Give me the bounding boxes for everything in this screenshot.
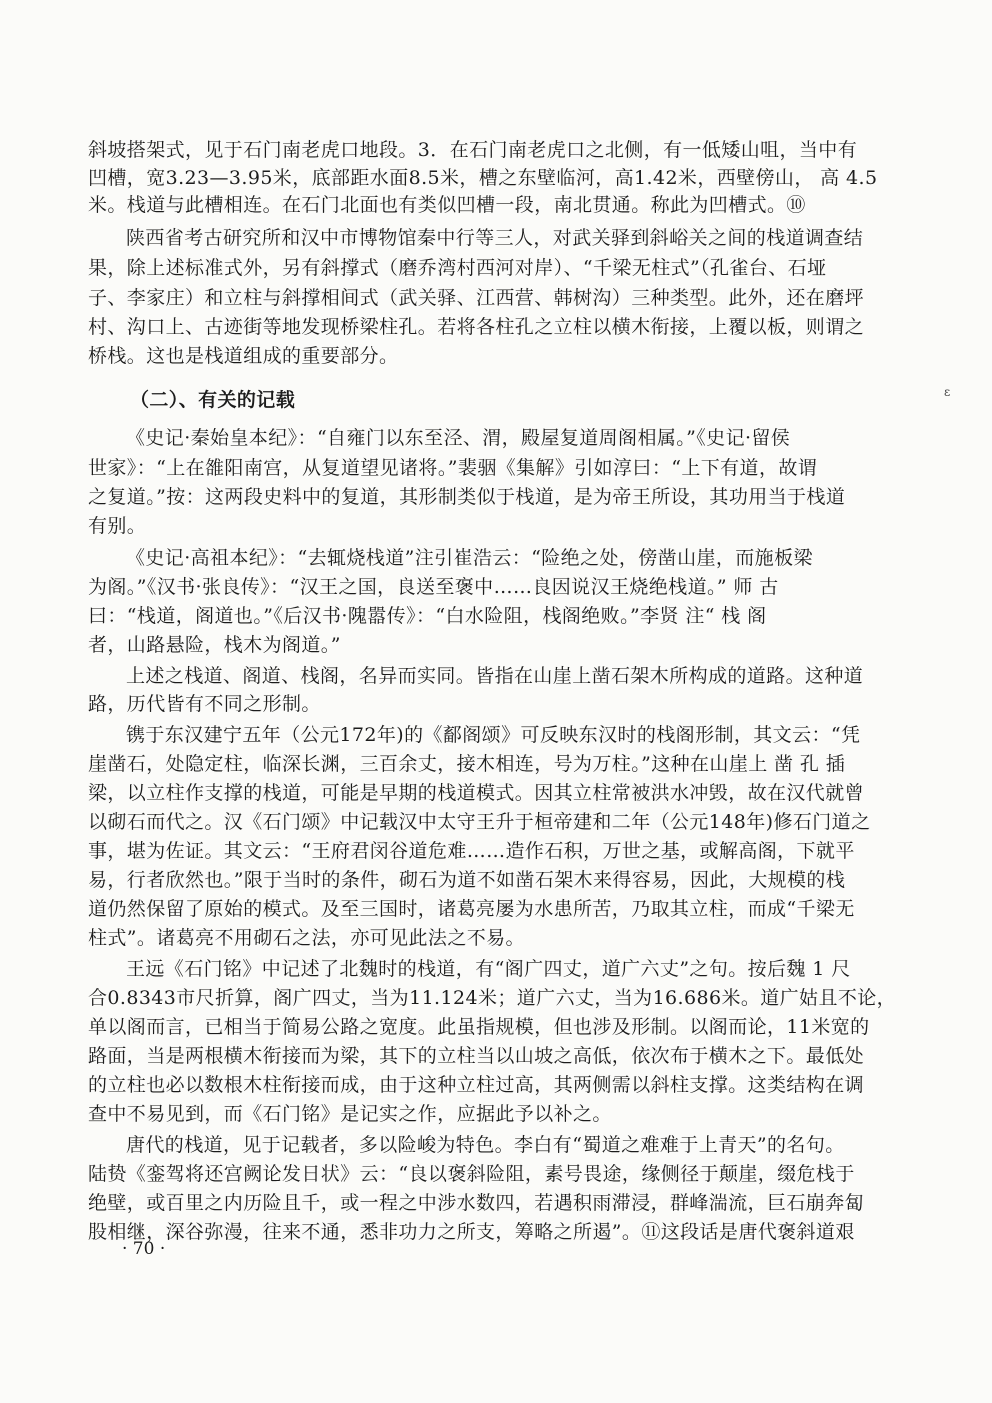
text-line: 有别。 [88,515,147,537]
text-line: 唐代的栈道，见于记载者，多以险峻为特色。李白有“蜀道之难难于上青天”的名句。 [126,1134,845,1156]
text-line: 道仍然保留了原始的模式。及至三国时，诸葛亮屡为水患所苦，乃取其立柱，而成“千梁无 [88,898,855,920]
text-line: 米。栈道与此槽相连。在石门北面也有类似凹槽一段，南北贯通。称此为凹槽式。⑩ [88,194,806,216]
text-line: 凹槽，宽3.23—3.95米，底部距水面8.5米，槽之东壁临河，高1.42米，西壁傍山， 高 4.5 [88,167,878,189]
text-line: 路，历代皆有不同之形制。 [88,693,321,715]
text-line: 股相继，深谷弥漫，往来不通，悉非功力之所支，筹略之所遏”。⑪这段话是唐代褒斜道艰 [88,1221,855,1243]
text-line: 绝壁，或百里之内历险且千，或一程之中涉水数四，若遇积雨滞浸，群峰湍流，巨石崩奔匐 [88,1192,865,1214]
text-line: 查中不易见到，而《石门铭》是记实之作，应据此予以补之。 [88,1103,612,1125]
page-number: · 70 · [122,1239,166,1259]
text-line: 《史记·高祖本纪》：“去辄烧栈道”注引崔浩云：“险绝之处，傍凿山崖，而施板梁 [126,547,813,569]
text-line: 子、李家庄）和立柱与斜撑相间式（武关驿、江西营、韩树沟）三种类型。此外，还在磨坪 [88,287,865,309]
text-line: 的立柱也必以数根木柱衔接而成，由于这种立柱过高，其两侧需以斜柱支撑。这类结构在调 [88,1074,865,1096]
text-line: 路面，当是两根横木衔接而为梁，其下的立柱当以山坡之高低，依次布于横木之下。最低处 [88,1045,865,1067]
text-line: 崖凿石，处隐定柱，临深长渊，三百余丈，接木相连，号为万柱。”这种在山崖上 凿 孔 插 [88,753,846,775]
text-line: 单以阁而言，已相当于简易公路之宽度。此虽指规模，但也涉及形制。以阁而论，11米宽的 [88,1016,870,1038]
text-line: 桥栈。这也是栈道组成的重要部分。 [88,345,399,367]
text-line: 者，山路悬险，栈木为阁道。” [88,634,341,656]
text-line: 易，行者欣然也。”限于当时的条件，砌石为道不如凿石架木来得容易，因此，大规模的栈 [88,869,846,891]
text-line: 以砌石而代之。汉《石门颂》中记载汉中太守王升于桓帝建和二年（公元148年)修石门道之 [88,811,871,833]
text-line: 梁，以立柱作支撑的栈道，可能是早期的栈道模式。因其立柱常被洪水冲毁，故在汉代就曾 [88,782,865,804]
text-line: 村、沟口上、古迹街等地发现桥梁柱孔。若将各柱孔之立柱以横木衔接，上覆以板，则谓之 [88,316,865,338]
text-line: 上述之栈道、阁道、栈阁，名异而实同。皆指在山崖上凿石架木所构成的道路。这种道 [126,665,864,687]
text-line: 世家》：“上在雒阳南宫，从复道望见诸将。”裴骃《集解》引如淳曰：“上下有道，故谓 [88,457,818,479]
text-line: 之复道。”按：这两段史料中的复道，其形制类似于栈道，是为帝王所设，其功用当于栈道 [88,486,846,508]
text-line: 果，除上述标准式外，另有斜撑式（磨乔湾村西河对岸）、“千梁无柱式”（孔雀台、石垭 [88,257,827,279]
text-line: 合0.8343市尺折算，阁广四丈，当为11.124米；道广六丈，当为16.686米。道广姑且不论， [88,987,897,1009]
text-line: 《史记·秦始皇本纪》：“自雍门以东至泾、渭，殿屋复道周阁相属。”《史记·留侯 [126,427,791,449]
text-line: 事，堪为佐证。其文云：“王府君闵谷道危难……造作石积，万世之基，或解高阁，下就平 [88,840,855,862]
text-line: 柱式”。诸葛亮不用砌石之法，亦可见此法之不易。 [88,927,525,949]
text-line: 陆贽《銮驾将还宫阙论发日状》云：“良以褒斜险阻，素号畏途，缘侧径于颠崖，缀危栈于 [88,1163,855,1185]
text-line: 镌于东汉建宁五年（公元172年)的《鄐阁颂》可反映东汉时的栈阁形制，其文云：“凭 [126,724,861,746]
text-line: 陕西省考古研究所和汉中市博物馆秦中行等三人，对武关驿到斜峪关之间的栈道调查结 [126,227,864,249]
text-line: 王远《石门铭》中记述了北魏时的栈道，有“阁广四丈，道广六丈”之句。按后魏 1 尺 [126,958,851,980]
stray-mark: ε [944,385,951,399]
text-line: 曰：“栈道，阁道也。”《后汉书·隗嚣传》：“白水险阻，栈阁绝败。”李贤 注“ 栈 阁 [88,605,767,627]
text-line: 斜坡搭架式，见于石门南老虎口地段。3．在石门南老虎口之北侧，有一低矮山咀，当中有 [88,139,858,161]
section-heading: （二）、有关的记载 [130,389,296,411]
text-line: 为阁。”《汉书·张良传》：“汉王之国，良送至褒中……良因说汉王烧绝栈道。” 师 古 [88,576,779,598]
